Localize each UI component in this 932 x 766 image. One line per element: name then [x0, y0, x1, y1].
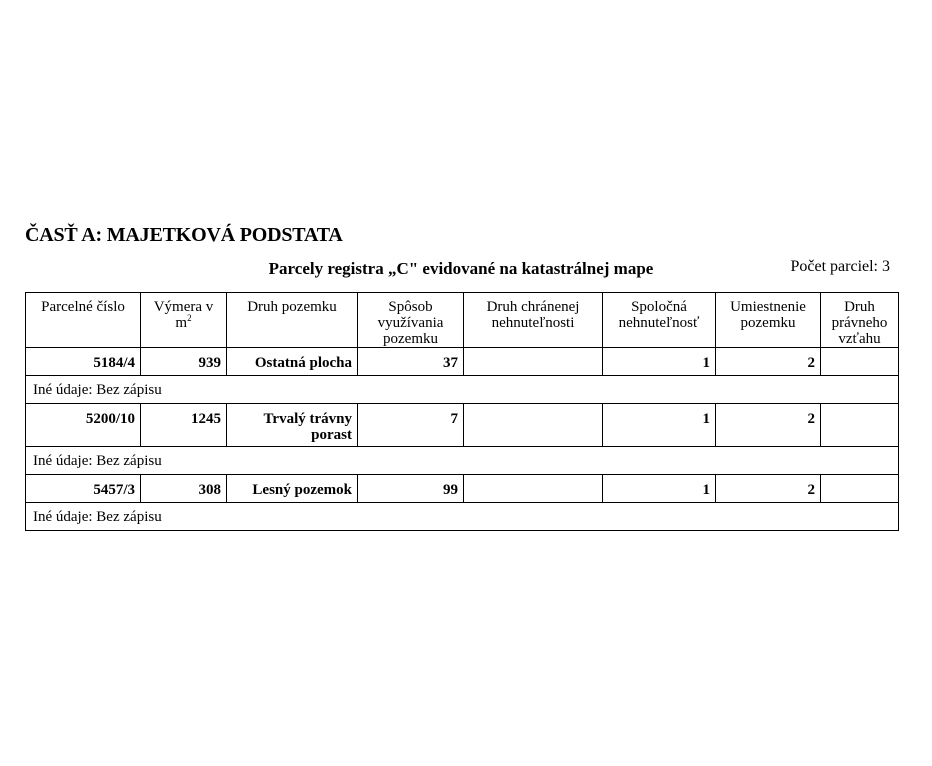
note-cell: Iné údaje: Bez zápisu	[26, 447, 899, 475]
header-protected-type	[464, 293, 603, 348]
protected-type-cell	[464, 348, 603, 376]
location-cell: 2	[716, 348, 821, 376]
area-cell: 1245	[141, 404, 227, 447]
header-protected-type-line1: Druh chránenej	[486, 299, 580, 315]
header-usage-line2: využívania	[377, 315, 444, 331]
parcels-table	[25, 292, 899, 531]
header-land-type	[227, 293, 358, 348]
header-legal-relation-line3: vzťahu	[838, 331, 881, 347]
header-land-type-text: Druh pozemku	[247, 299, 337, 315]
note-cell: Iné údaje: Bez zápisu	[26, 503, 899, 531]
header-area-line1: Výmera v	[153, 299, 214, 315]
header-location-line2: pozemku	[740, 315, 796, 331]
header-usage-line1: Spôsob	[388, 299, 433, 315]
note-row	[26, 376, 899, 404]
header-legal-relation-line1: Druh	[844, 299, 875, 315]
protected-type-cell	[464, 475, 603, 503]
parcel-number-cell: 5200/10	[26, 404, 141, 447]
header-location-line1: Umiestnenie	[730, 299, 806, 315]
header-shared-property-line2: nehnuteľnosť	[618, 315, 700, 331]
shared-property-cell: 1	[603, 404, 716, 447]
header-area-line2: m	[175, 315, 188, 331]
land-type-cell: Lesný pozemok	[227, 475, 358, 503]
note-cell: Iné údaje: Bez zápisu	[26, 376, 899, 404]
land-type-cell: Ostatná plocha	[227, 348, 358, 376]
legal-relation-cell	[821, 475, 899, 503]
table-caption-text: Parcely registra „C" evidované na katastrálnej mape	[268, 259, 654, 278]
header-location	[716, 293, 821, 348]
note-row	[26, 503, 899, 531]
parcel-number-cell: 5184/4	[26, 348, 141, 376]
location-cell: 2	[716, 475, 821, 503]
header-shared-property	[603, 293, 716, 348]
header-legal-relation	[821, 293, 899, 348]
land-type-cell	[227, 404, 358, 447]
header-parcel-number	[26, 293, 141, 348]
location-cell: 2	[716, 404, 821, 447]
parcel-number-cell: 5457/3	[26, 475, 141, 503]
header-shared-property-line1: Spoločná	[631, 299, 687, 315]
usage-code-cell: 99	[358, 475, 464, 503]
shared-property-cell: 1	[603, 475, 716, 503]
header-parcel-number-text: Parcelné číslo	[41, 299, 125, 315]
table-row	[26, 348, 899, 376]
header-area	[141, 293, 227, 348]
usage-code-cell: 37	[358, 348, 464, 376]
table-row	[26, 404, 899, 447]
header-row	[26, 293, 899, 348]
parcel-count: Počet parciel: 3	[790, 258, 890, 275]
land-type-line1: Trvalý trávny	[263, 411, 352, 427]
legal-relation-cell	[821, 348, 899, 376]
table-row	[26, 475, 899, 503]
usage-code-cell: 7	[358, 404, 464, 447]
header-area-superscript: 2	[187, 313, 192, 323]
header-usage-line3: pozemku	[383, 331, 438, 347]
area-cell: 308	[141, 475, 227, 503]
shared-property-cell: 1	[603, 348, 716, 376]
land-type-line2: porast	[311, 427, 352, 443]
note-row	[26, 447, 899, 475]
protected-type-cell	[464, 404, 603, 447]
section-title: ČASŤ A: MAJETKOVÁ PODSTATA	[25, 224, 343, 246]
legal-relation-cell	[821, 404, 899, 447]
area-cell: 939	[141, 348, 227, 376]
header-protected-type-line2: nehnuteľnosti	[491, 315, 575, 331]
header-legal-relation-line2: právneho	[831, 315, 888, 331]
header-usage	[358, 293, 464, 348]
